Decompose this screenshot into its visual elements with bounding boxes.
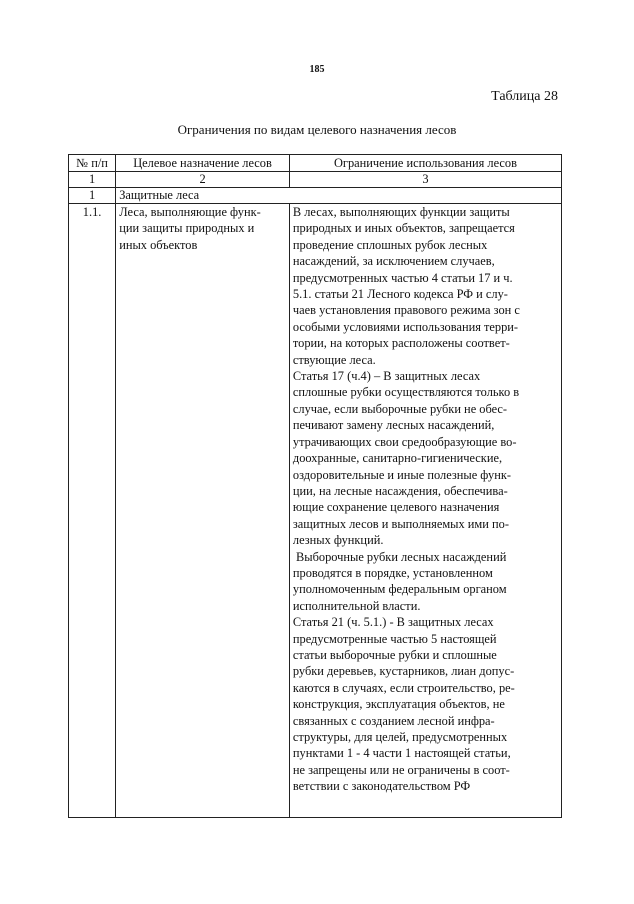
- restriction-line: структуры, для целей, предусмотренных: [292, 730, 508, 744]
- restriction-line: конструкция, эксплуатация объектов, не: [292, 697, 505, 712]
- row-purpose: [116, 204, 290, 818]
- restriction-line: исполнительной власти.: [292, 598, 421, 613]
- restriction-paragraph-2: [293, 368, 558, 548]
- restrictions-table: [68, 154, 562, 818]
- restriction-line: пунктами 1 - 4 части 1 настоящей статьи,: [292, 746, 511, 761]
- column-number-2: 2: [116, 172, 290, 188]
- header-row: [69, 155, 562, 172]
- column-number-3: 3: [289, 172, 561, 188]
- restriction-line: Статья 21 (ч. 5.1.) - В защитных лесах: [292, 615, 494, 630]
- purpose-line: Леса, выполняющие функ-: [119, 205, 261, 219]
- section-number: 1: [69, 188, 116, 204]
- table-row: [69, 204, 562, 818]
- restriction-line: связанных с созданием лесной инфра-: [292, 713, 495, 728]
- restriction-line: проведение сплошных рубок лесных: [292, 237, 488, 252]
- header-number: № п/п: [69, 155, 116, 172]
- restriction-line: уполномоченным федеральным органом: [292, 582, 507, 597]
- column-number-row: [69, 172, 562, 188]
- restriction-paragraph-3: [293, 549, 558, 615]
- restriction-line: предусмотренные частью 5 настоящей: [292, 631, 497, 646]
- restriction-line: природных и иных объектов, запрещается: [292, 221, 515, 236]
- restriction-line: защитных лесов и выполняемых ими по-: [292, 516, 509, 531]
- section-label: Защитные леса: [116, 188, 562, 204]
- table-label: Таблица 28: [491, 89, 558, 104]
- restriction-line: В лесах, выполняющих функции защиты: [292, 205, 510, 219]
- restriction-line: утрачивающих свои средообразующие во-: [292, 434, 517, 449]
- restriction-line: доохранные, санитарно-гигиенические,: [292, 451, 503, 466]
- restriction-paragraph-4: [293, 614, 558, 794]
- restriction-line: случае, если выборочные рубки не обес-: [292, 401, 508, 416]
- restriction-line: 5.1. статьи 21 Лесного кодекса РФ и слу-: [292, 287, 508, 302]
- restriction-line: предусмотренных частью 4 статьи 17 и ч.: [292, 270, 513, 285]
- restriction-line: лезных функций.: [292, 533, 384, 548]
- restriction-line: каются в случаях, если строительство, ре-: [292, 680, 515, 695]
- row-restriction: [289, 204, 561, 818]
- restriction-line: ющие сохранение целевого назначения: [292, 500, 500, 515]
- restriction-line: рубки деревьев, кустарников, лиан допус-: [292, 664, 515, 679]
- header-restriction: Ограничение использования лесов: [289, 155, 561, 172]
- row-number: 1.1.: [69, 204, 116, 818]
- purpose-line: иных объектов: [119, 237, 198, 252]
- restriction-line: тории, на которых расположены соответ-: [292, 336, 510, 351]
- restriction-line: сплошные рубки осуществляются только в: [292, 385, 520, 400]
- restriction-line: насаждений, за исключением случаев,: [292, 254, 495, 269]
- restriction-line: проводятся в порядке, установленном: [292, 565, 493, 580]
- restriction-line: ветствии с законодательством РФ: [292, 779, 471, 794]
- column-number-1: 1: [69, 172, 116, 188]
- page-number: 185: [309, 64, 325, 75]
- restriction-line: чаев установления правового режима зон с: [292, 303, 520, 318]
- restriction-line: статьи выборочные рубки и сплошные: [292, 647, 497, 662]
- restriction-line: ции, на лесные насаждения, обеспечива-: [292, 483, 508, 498]
- restriction-line: не запрещены или не ограничены в соот-: [292, 762, 510, 777]
- section-row: [69, 188, 562, 204]
- table-title: Ограничения по видам целевого назначения лесов: [177, 122, 457, 137]
- header-purpose: Целевое назначение лесов: [116, 155, 290, 172]
- restriction-line: Статья 17 (ч.4) – В защитных лесах: [292, 369, 481, 384]
- restriction-line: ствующие леса.: [292, 352, 376, 367]
- restriction-line: печивают замену лесных насаждений,: [292, 418, 495, 433]
- restriction-line: особыми условиями использования терри-: [292, 319, 519, 334]
- restriction-paragraph-1: [293, 204, 558, 368]
- restriction-line: Выборочные рубки лесных насаждений: [292, 549, 507, 564]
- restriction-line: оздоровительные и иные полезные функ-: [292, 467, 511, 482]
- purpose-line: ции защиты природных и: [119, 221, 255, 236]
